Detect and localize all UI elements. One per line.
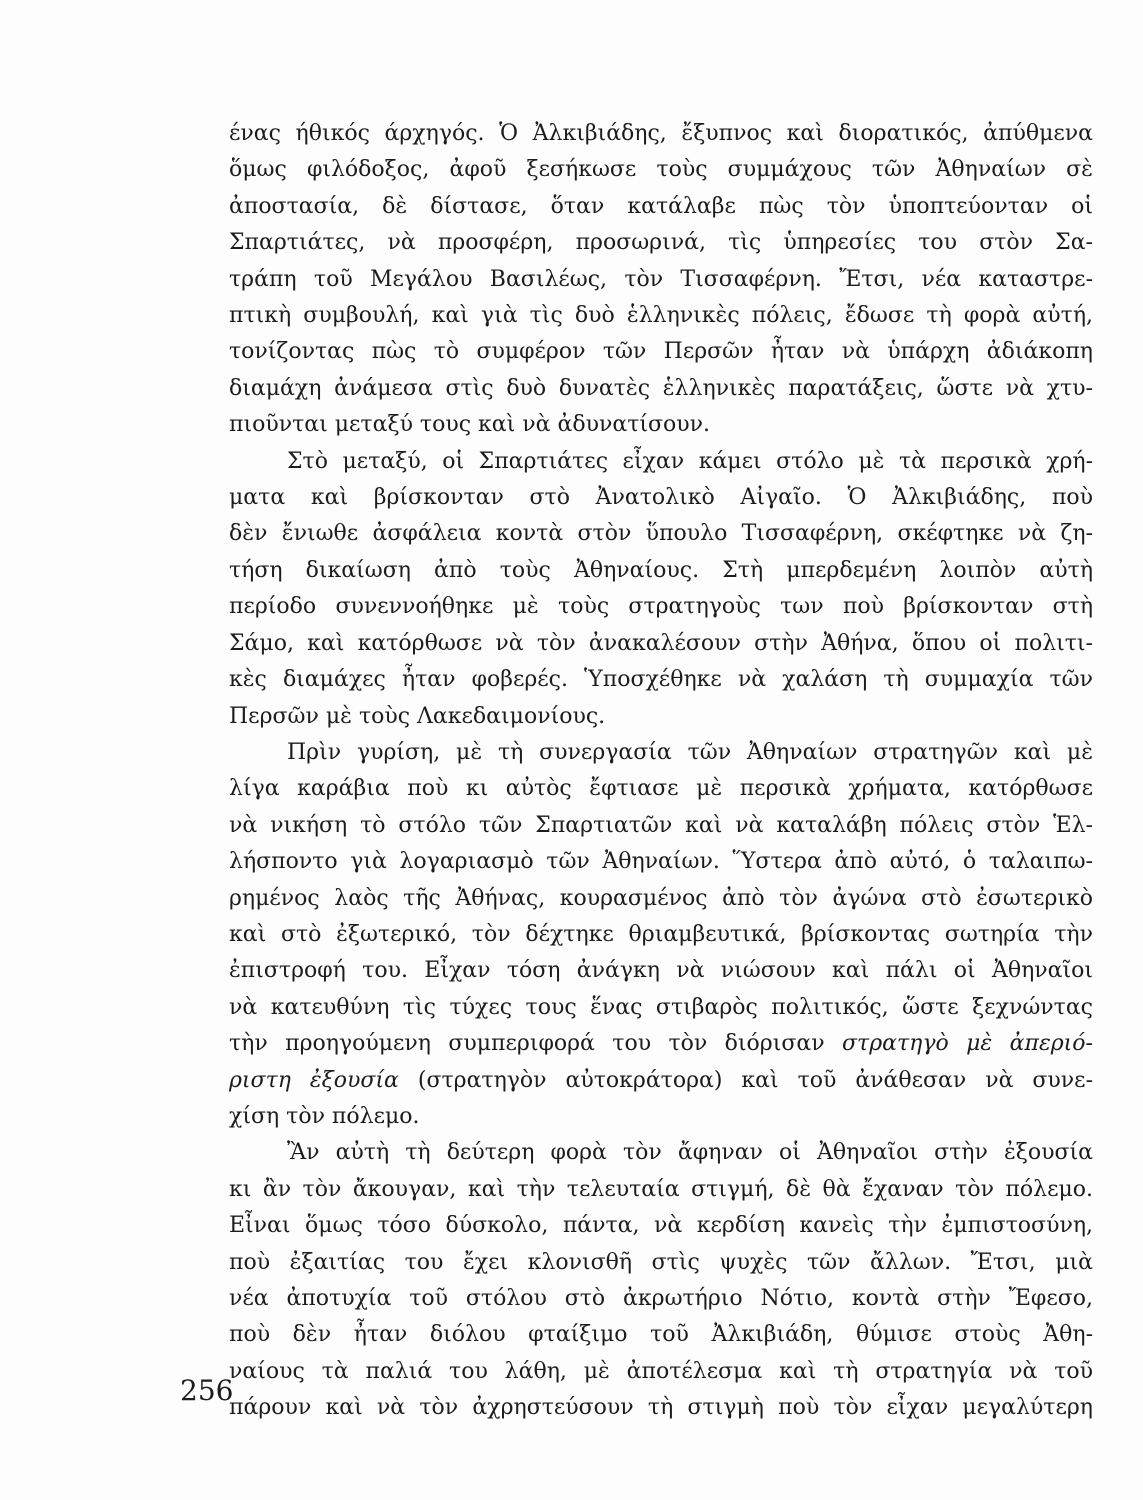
text-line: ἐπιστροφή του. Εἶχαν τόση ἀνάγκη νὰ νιώσουν καὶ πάλι οἱ Ἀθηναῖοι (229, 958, 1093, 984)
italic-phrase: στρατηγὸ μὲ ἀπεριό- (842, 1031, 1093, 1057)
text-line: Εἶναι ὅμως τόσο δύσκολο, πάντα, νὰ κερδίση κανεὶς τὴν ἐμπιστοσύνη, (229, 1213, 1093, 1239)
text-line: νέα ἀποτυχία τοῦ στόλου στὸ ἀκρωτήριο Νότιο, κοντὰ στὴν Ἔφεσο, (229, 1286, 1093, 1311)
text-line: διαμάχη ἀνάμεσα στὶς δυὸ δυνατὲς ἑλληνικὲς παρατάξεις, ὥστε νὰ χτυ- (229, 375, 1093, 401)
text-fragment: (στρατηγὸν αὐτοκράτορα) καὶ τοῦ ἀνάθεσαν νὰ συνε- (398, 1067, 1094, 1093)
text-line: ναίους τὰ παλιά του λάθη, μὲ ἀποτέλεσμα καὶ τὴ στρατηγία νὰ τοῦ (229, 1358, 1093, 1384)
text-line: Σπαρτιάτες, νὰ προσφέρη, προσωρινά, τὶς ὑπηρεσίες του στὸν Σα- (229, 230, 1093, 256)
text-fragment: τὴν προηγούμενη συμπεριφορά του τὸν διόρισαν (229, 1031, 842, 1057)
text-line: ποὺ δὲν ἦταν διόλου φταίξιμο τοῦ Ἀλκιβιάδη, θύμισε στοὺς Ἀθη- (229, 1322, 1093, 1348)
text-line: Πρὶν γυρίση, μὲ τὴ συνεργασία τῶν Ἀθηναίων στρατηγῶν καὶ μὲ (287, 739, 1093, 765)
body-text (229, 116, 1093, 1427)
text-line: πάρουν καὶ νὰ τὸν ἀχρηστεύσουν τὴ στιγμὴ ποὺ τὸν εἶχαν μεγαλύτερη (229, 1395, 1093, 1421)
text-line: κὲς διαμάχες ἦταν φοβερές. Ὑποσχέθηκε νὰ χαλάση τὴ συμμαχία τῶν (229, 667, 1093, 693)
page-number: 256 (180, 1374, 234, 1407)
text-line: Στὸ μεταξύ, οἱ Σπαρτιάτες εἶχαν κάμει στόλο μὲ τὰ περσικὰ χρή- (287, 448, 1093, 474)
text-line: πτικὴ συμβουλή, καὶ γιὰ τὶς δυὸ ἑλληνικὲς πόλεις, ἔδωσε τὴ φορὰ αὐτή, (229, 303, 1093, 329)
text-line: πιοῦνται μεταξύ τους καὶ νὰ ἀδυνατίσουν. (229, 412, 710, 438)
text-line: ὅμως φιλόδοξος, ἀφοῦ ξεσήκωσε τοὺς συμμάχους τῶν Ἀθηναίων σὲ (229, 157, 1093, 183)
text-line: κι ἂν τὸν ἄκουγαν, καὶ τὴν τελευταία στιγμή, δὲ θὰ ἔχαναν τὸν πόλεμο. (229, 1176, 1093, 1202)
text-line: Περσῶν μὲ τοὺς Λακεδαιμονίους. (229, 703, 606, 729)
text-line: λήσποντο γιὰ λογαριασμὸ τῶν Ἀθηναίων. Ὕστερα ἀπὸ αὐτό, ὁ ταλαιπω- (229, 849, 1093, 875)
text-line: καὶ στὸ ἐξωτερικό, τὸν δέχτηκε θριαμβευτικά, βρίσκοντας σωτηρία τὴν (229, 921, 1093, 947)
text-line (229, 1063, 1093, 1099)
text-line: χίση τὸν πόλεμο. (229, 1103, 420, 1129)
text-line: τονίζοντας πὼς τὸ συμφέρον τῶν Περσῶν ἦταν νὰ ὑπάρχη ἀδιάκοπη (229, 339, 1093, 365)
text-line: ματα καὶ βρίσκονταν στὸ Ἀνατολικὸ Αἰγαῖο. Ὁ Ἀλκιβιάδης, ποὺ (229, 485, 1093, 511)
text-line: τήση δικαίωση ἀπὸ τοὺς Ἀθηναίους. Στὴ μπερδεμένη λοιπὸν αὐτὴ (229, 557, 1093, 583)
text-line (229, 1026, 1093, 1062)
text-line: ρημένος λαὸς τῆς Ἀθήνας, κουρασμένος ἀπὸ τὸν ἀγώνα στὸ ἐσωτερικὸ (229, 885, 1093, 911)
italic-phrase: ριστη ἐξουσία (229, 1067, 399, 1093)
text-line: νὰ κατευθύνη τὶς τύχες τους ἕνας στιβαρὸς πολιτικός, ὥστε ξεχνώντας (229, 994, 1093, 1020)
text-line: Σάμο, καὶ κατόρθωσε νὰ τὸν ἀνακαλέσουν στὴν Ἀθήνα, ὅπου οἱ πολιτι- (229, 630, 1093, 656)
text-line: νὰ νικήση τὸ στόλο τῶν Σπαρτιατῶν καὶ νὰ καταλάβη πόλεις στὸν Ἑλ- (229, 812, 1093, 838)
text-line: λίγα καράβια ποὺ κι αὐτὸς ἔφτιασε μὲ περσικὰ χρήματα, κατόρθωσε (229, 776, 1093, 802)
text-line: τράπη τοῦ Μεγάλου Βασιλέως, τὸν Τισσαφέρνη. Ἔτσι, νέα καταστρε- (229, 266, 1093, 292)
text-line: ένας ήθικός άρχηγός. Ὁ Ἀλκιβιάδης, ἔξυπνος καὶ διορατικός, ἀπύθμενα (229, 121, 1093, 146)
text-line: δὲν ἔνιωθε ἀσφάλεια κοντὰ στὸν ὕπουλο Τισσαφέρνη, σκέφτηκε νὰ ζη- (229, 521, 1093, 547)
text-line: ποὺ ἐξαιτίας του ἔχει κλονισθῆ στὶς ψυχὲς τῶν ἄλλων. Ἔτσι, μιὰ (229, 1249, 1093, 1275)
text-line: ἀποστασία, δὲ δίστασε, ὅταν κατάλαβε πὼς τὸν ὑποπτεύονταν οἱ (229, 193, 1093, 219)
text-line: περίοδο συνεννοήθηκε μὲ τοὺς στρατηγοὺς των ποὺ βρίσκονταν στὴ (229, 594, 1093, 620)
text-line: Ἂν αὐτὴ τὴ δεύτερη φορὰ τὸν ἄφηναν οἱ Ἀθηναῖοι στὴν ἐξουσία (287, 1140, 1093, 1166)
